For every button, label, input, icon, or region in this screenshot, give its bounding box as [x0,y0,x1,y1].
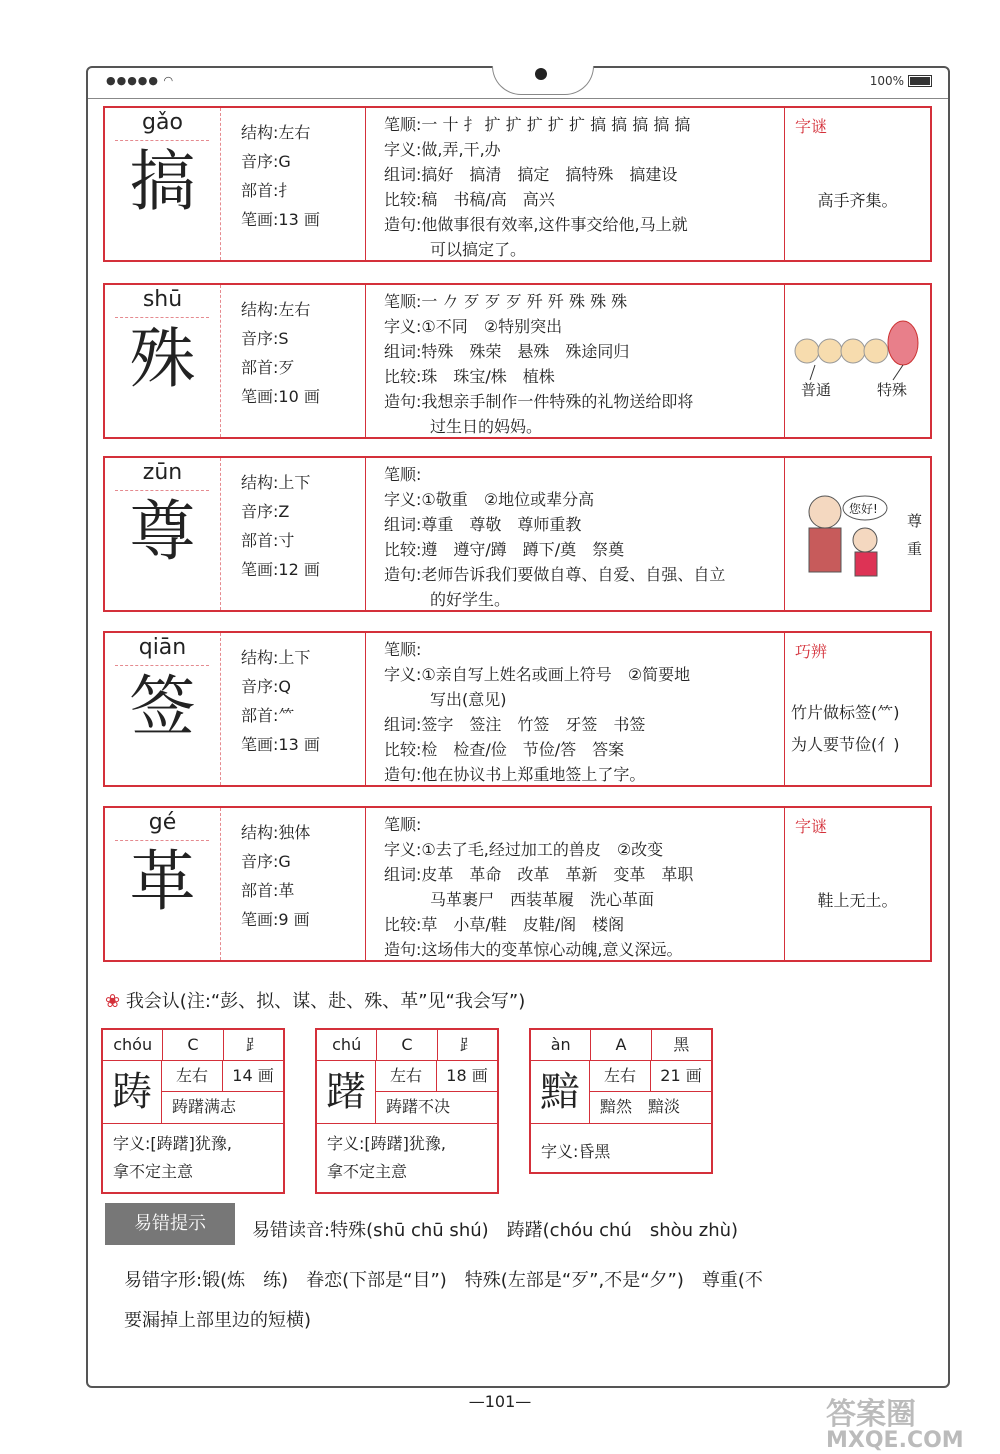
respect-illustration [785,458,930,608]
hanzi: 签 [129,668,196,745]
mini-hanzi: 踌 [103,1061,162,1123]
section-title [105,987,525,1013]
sentence-cont: 过生日的妈妈。 [430,417,543,436]
char-detail [366,458,785,610]
mini-meaning-cont: 拿不定主意 [113,1162,194,1181]
structure: 结构:上下 [241,648,311,667]
tip-character-form: 易错字形:锻(炼 练) 眷恋(下部是“目”) 特殊(左部是“歹”,不是“夕”) 尊重(不 [124,1270,763,1291]
structure: 结构:左右 [241,123,311,142]
char-card-shu [103,283,932,439]
side-note [785,633,930,785]
page-number: —101— [468,1392,532,1411]
char-box [105,108,221,260]
mini-meaning: 字义:[踌躇]犹豫, [327,1134,446,1153]
char-card-zun [103,456,932,612]
words-cont: 马革裹尸 西装革履 洗心革面 [430,890,655,909]
grid-line [115,665,209,667]
mini-meaning-cont: 拿不定主意 [327,1162,408,1181]
mini-structure: 左右 [162,1061,223,1091]
meaning: 字义:①敬重 ②地位或辈分高 [384,490,595,509]
char-box [105,458,221,610]
mini-radical: ⻊ [459,1035,476,1054]
stroke-count: 笔画:9 画 [241,910,310,929]
section-icon: ❀ [105,991,126,1012]
sentence-cont: 可以搞定了。 [430,240,527,259]
side-illustration [785,458,930,610]
tip-character-form-cont: 要漏掉上部里边的短横) [124,1310,312,1331]
structure: 结构:上下 [241,473,311,492]
mini-card-chou [101,1028,285,1194]
mini-strokes: 21 画 [660,1066,702,1085]
stroke-order: 笔顺: [384,815,422,834]
mini-words: 踌躇不决 [386,1097,451,1116]
side-illustration [785,285,930,437]
words: 组词:皮革 革命 改革 革新 变革 革职 [384,865,694,884]
notch [492,66,594,95]
char-box [105,808,221,960]
radical: 部首:⺮ [241,706,295,725]
battery-icon [908,75,932,87]
mini-words: 黯然 黯淡 [600,1097,681,1116]
structure: 结构:独体 [241,823,311,842]
char-box [105,285,221,437]
sentence: 造句:我想亲手制作一件特殊的礼物送给即将 [384,392,694,411]
pinyin: gǎo [142,110,183,135]
phonetic-order: 音序:G [241,852,291,871]
distinguish-line-2: 为人要节俭(亻) [791,735,900,754]
structure: 结构:左右 [241,300,311,319]
char-box [105,633,221,785]
compare: 比较:遵 遵守/蹲 蹲下/奠 祭奠 [384,540,625,559]
mini-structure: 左右 [590,1061,651,1091]
riddle-text: 高手齐集。 [817,191,898,210]
hanzi: 殊 [129,320,196,397]
sentence: 造句:他做事很有效率,这件事交给他,马上就 [384,215,688,234]
battery-status [870,74,932,88]
camera-icon [535,68,547,80]
char-detail [366,808,785,960]
distinguish-lines [791,697,900,761]
hanzi: 革 [129,843,196,920]
stroke-order: 笔顺:一 𠂊 歹 歹 歹 歼 歼 殊 殊 殊 [384,292,628,311]
stroke-order: 笔顺: [384,640,422,659]
label-special: 特殊 [877,381,908,399]
words: 组词:签字 签注 竹签 牙签 书签 [384,715,646,734]
mini-meaning: 字义:[踌躇]犹豫, [113,1134,232,1153]
char-detail [366,633,785,785]
compare: 比较:草 小草/鞋 皮鞋/阁 楼阁 [384,915,625,934]
mini-structure: 左右 [376,1061,437,1091]
section-title-text: 我会认(注:“彭、拟、谋、赴、殊、革”见“我会写”) [125,991,526,1012]
mini-pinyin: chú [317,1030,377,1060]
grid-line [115,490,209,492]
label-zun: 尊 [907,512,923,530]
mini-radical: 黑 [673,1035,690,1054]
mini-hanzi: 黯 [531,1061,590,1123]
mini-pinyin: àn [531,1030,591,1060]
pinyin: qiān [138,635,187,660]
tip-pronunciation: 易错读音:特殊(shū chū shú) 踌躇(chóu chú shòu zhù) [252,1220,739,1241]
hanzi: 搞 [129,143,196,220]
mini-strokes: 14 画 [232,1066,274,1085]
sentence: 造句:老师告诉我们要做自尊、自爱、自强、自立 [384,565,726,584]
riddle-tag: 字谜 [795,117,828,136]
watermark: 答案圈 [826,1397,916,1432]
phonetic-order: 音序:S [241,329,289,348]
mini-yinxu: C [163,1030,223,1060]
mini-strokes: 18 画 [446,1066,488,1085]
mini-words: 踌躇满志 [172,1097,237,1116]
riddle-tag: 字谜 [795,817,828,836]
phonetic-order: 音序:Z [241,502,290,521]
stroke-order: 笔顺: [384,465,422,484]
mini-card-chu [315,1028,499,1194]
mini-meaning: 字义:昏黑 [541,1142,611,1161]
char-info [221,633,366,785]
words: 组词:尊重 尊敬 尊师重教 [384,515,582,534]
status-bar [88,68,948,99]
words: 组词:特殊 殊荣 悬殊 殊途同归 [384,342,630,361]
mini-radical: ⻊ [245,1035,262,1054]
char-info [221,285,366,437]
eggs-illustration [785,285,930,435]
radical: 部首:寸 [241,531,295,550]
char-info [221,108,366,260]
battery-percent: 100% [869,74,904,88]
words: 组词:搞好 搞清 搞定 搞特殊 搞建设 [384,165,678,184]
char-info [221,458,366,610]
sentence: 造句:他在协议书上郑重地签上了字。 [384,765,646,784]
hanzi: 尊 [129,493,196,570]
phonetic-order: 音序:G [241,152,291,171]
mini-hanzi: 躇 [317,1061,376,1123]
label-ordinary: 普通 [801,381,832,399]
char-card-ge [103,806,932,962]
label-zhong: 重 [907,540,923,558]
mini-yinxu: A [591,1030,651,1060]
meaning: 字义:①亲自写上姓名或画上符号 ②简要地 [384,665,691,684]
tips-badge: 易错提示 [105,1203,235,1245]
grid-line [115,140,209,142]
distinguish-tag: 巧辨 [795,642,828,661]
char-detail [366,108,785,260]
char-info [221,808,366,960]
meaning: 字义:做,弄,干,办 [384,140,501,159]
watermark-url: MXQE.COM [826,1428,964,1453]
riddle-text: 鞋上无土。 [817,891,898,910]
stroke-count: 笔画:13 画 [241,210,320,229]
compare: 比较:检 检查/俭 节俭/答 答案 [384,740,625,759]
pinyin: zūn [142,460,183,485]
compare: 比较:珠 珠宝/株 植株 [384,367,555,386]
mini-pinyin: chóu [103,1030,163,1060]
radical: 部首:革 [241,881,295,900]
speech-bubble: 您好! [849,502,878,516]
signal-icon: ●●●●● ◠ [106,74,175,87]
stroke-count: 笔画:13 画 [241,735,320,754]
stroke-count: 笔画:10 画 [241,387,320,406]
grid-line [115,840,209,842]
meaning: 字义:①不同 ②特别突出 [384,317,563,336]
sentence-cont: 的好学生。 [430,590,511,609]
sentence: 造句:这场伟大的变革惊心动魄,意义深远。 [384,940,683,959]
pinyin: shū [142,287,183,312]
stroke-order: 笔顺:一 十 扌 扩 扩 扩 扩 扩 搞 搞 搞 搞 搞 [384,115,691,134]
phonetic-order: 音序:Q [241,677,291,696]
side-note [785,108,930,260]
side-note [785,808,930,960]
radical: 部首:扌 [241,181,295,200]
char-detail [366,285,785,437]
meaning: 字义:①去了毛,经过加工的兽皮 ②改变 [384,840,664,859]
char-card-gao [103,106,932,262]
distinguish-line-1: 竹片做标签(⺮) [791,703,900,722]
meaning-cont: 写出(意见) [430,690,507,709]
pinyin: gé [148,810,177,835]
stroke-count: 笔画:12 画 [241,560,320,579]
radical: 部首:歹 [241,358,295,377]
mini-card-an [529,1028,713,1174]
compare: 比较:稿 书稿/高 高兴 [384,190,555,209]
char-card-qian [103,631,932,787]
grid-line [115,317,209,319]
mini-yinxu: C [377,1030,437,1060]
